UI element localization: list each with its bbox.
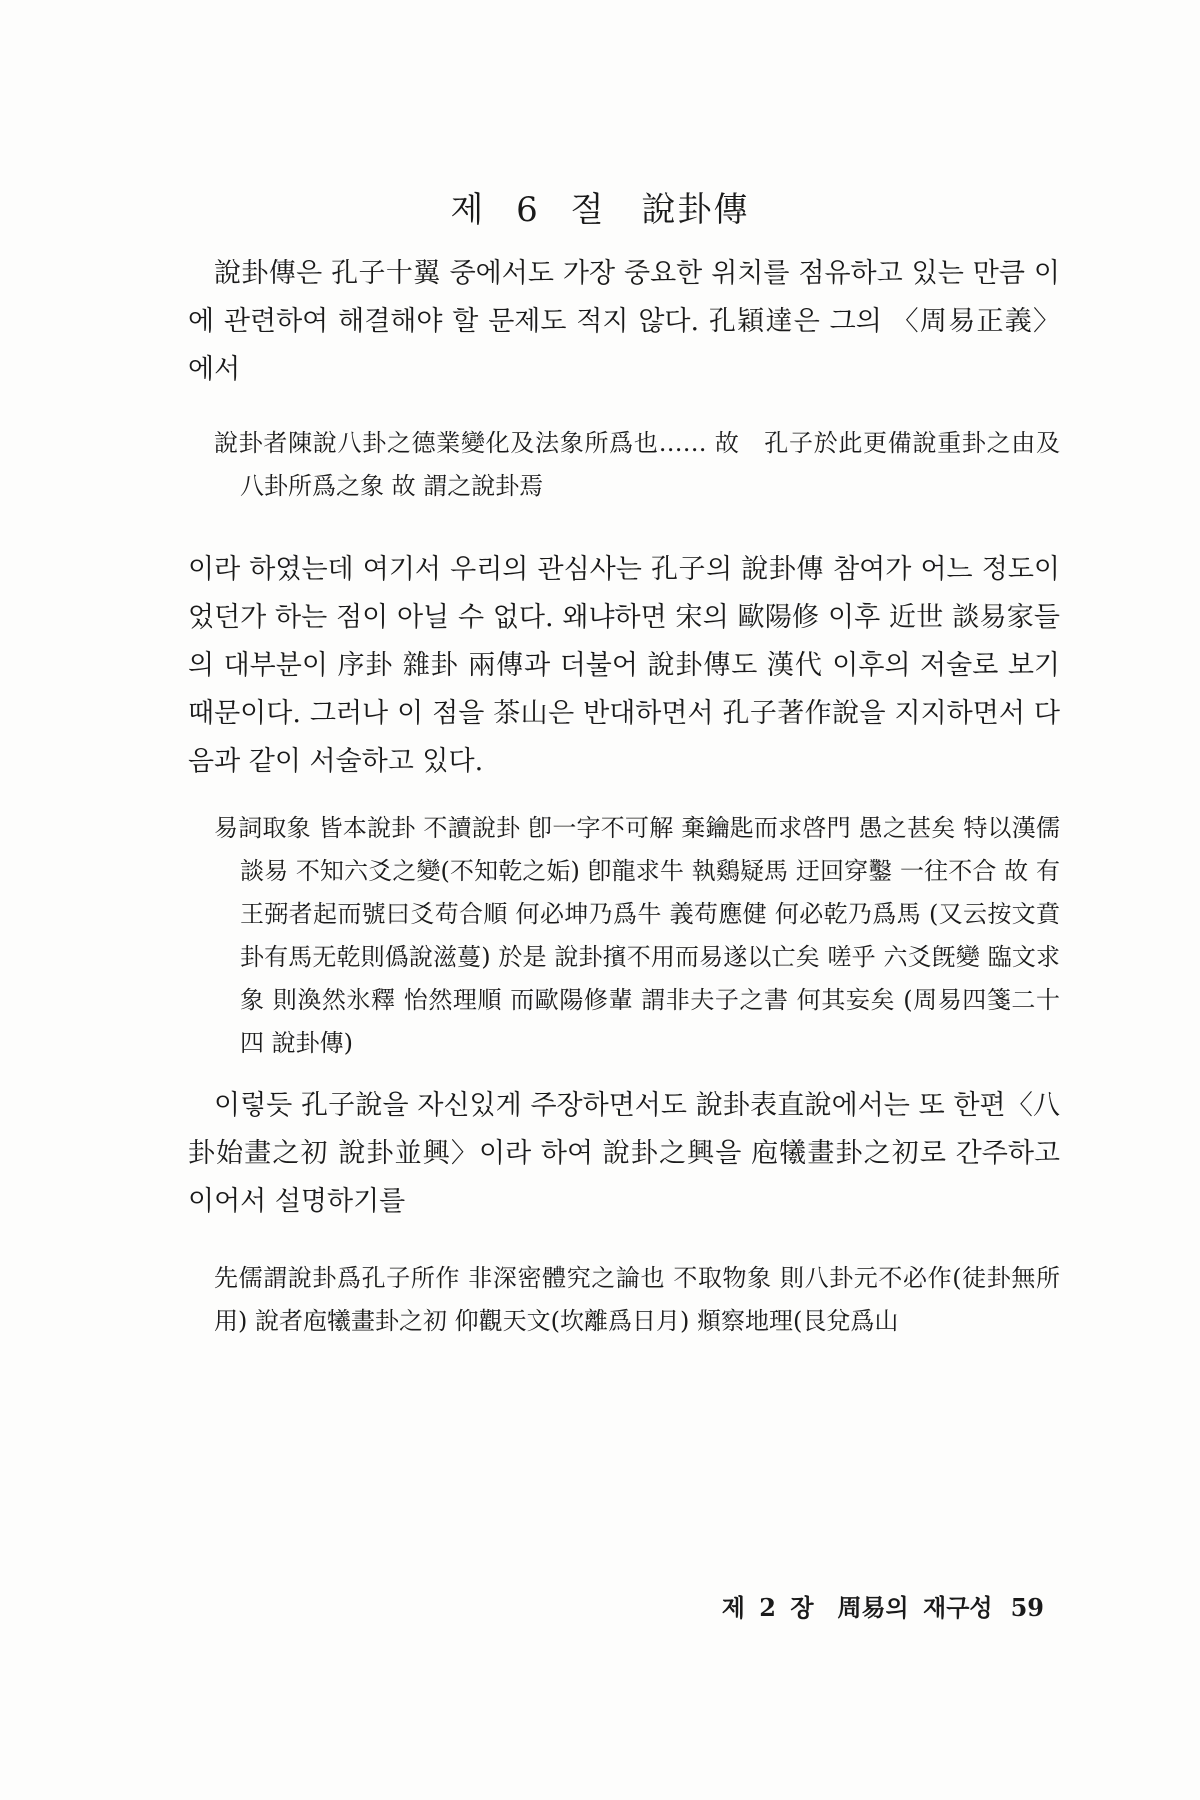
- quote-kong-yingda: 說卦者陳說八卦之德業變化及法象所爲也…… 故 孔子於此更備說重卦之由及八卦所爲之象 故 謂之說卦焉: [214, 429, 1060, 500]
- section-title: 제 6 절 說卦傳: [450, 190, 750, 230]
- paragraph-intro: 說卦傳은 孔子十翼 중에서도 가장 중요한 위치를 점유하고 있는 만큼 이에 관련하여 해결해야 할 문제도 적지 않다. 孔穎達은 그의 〈周易正義〉에서: [188, 258, 1060, 385]
- paragraph-explanation: 이렇듯 孔子說을 자신있게 주장하면서도 說卦表直說에서는 또 한편〈八卦始畫之初 說卦並興〉이라 하여 說卦之興을 庖犧畫卦之初로 간주하고 이어서 설명하기를: [188, 1090, 1060, 1217]
- quote-zhouyi-sijian: 易詞取象 皆本說卦 不讀說卦 卽一字不可解 棄鑰匙而求啓門 愚之甚矣 特以漢儒談易 不知六爻之變(不知乾之姤) 卽龍求牛 執鷄疑馬 迂回穿鑿 一往不合 故 有王弼者起而號曰爻苟合順 何必坤乃爲牛 義苟應健 何必乾乃爲馬 (又云按文賁卦有馬无乾則僞說滋蔓) 於是 說卦擯不用而易遂以亡矣 嗟乎 六爻旣變 臨文求象 則渙然氷釋 怡然理順 而歐陽修輩 謂非夫子之書 何其妄矣 (周易四箋二十四 說卦傳): [214, 814, 1060, 1057]
- quote-xianru: 先儒謂說卦爲孔子所作 非深密體究之論也 不取物象 則八卦元不必作(徒卦無所用) 說者庖犧畫卦之初 仰觀天文(坎離爲日月) 頫察地理(艮兌爲山: [214, 1264, 1060, 1335]
- page-footer: [0, 1588, 1044, 1623]
- paragraph-authorship: 이라 하였는데 여기서 우리의 관심사는 孔子의 說卦傳 참여가 어느 정도이었던가 하는 점이 아닐 수 없다. 왜냐하면 宋의 歐陽修 이후 近世 談易家들의 대부분이 序卦 雜卦 兩傳과 더불어 說卦傳도 漢代 이후의 저술로 보기 때문이다. 그러나 이 점을 茶山은 반대하면서 孔子著作說을 지지하면서 다음과 같이 서술하고 있다.: [188, 554, 1060, 777]
- page-number: 59: [1010, 1593, 1044, 1622]
- chapter-label: 제 2 장 周易의 재구성: [721, 1593, 993, 1622]
